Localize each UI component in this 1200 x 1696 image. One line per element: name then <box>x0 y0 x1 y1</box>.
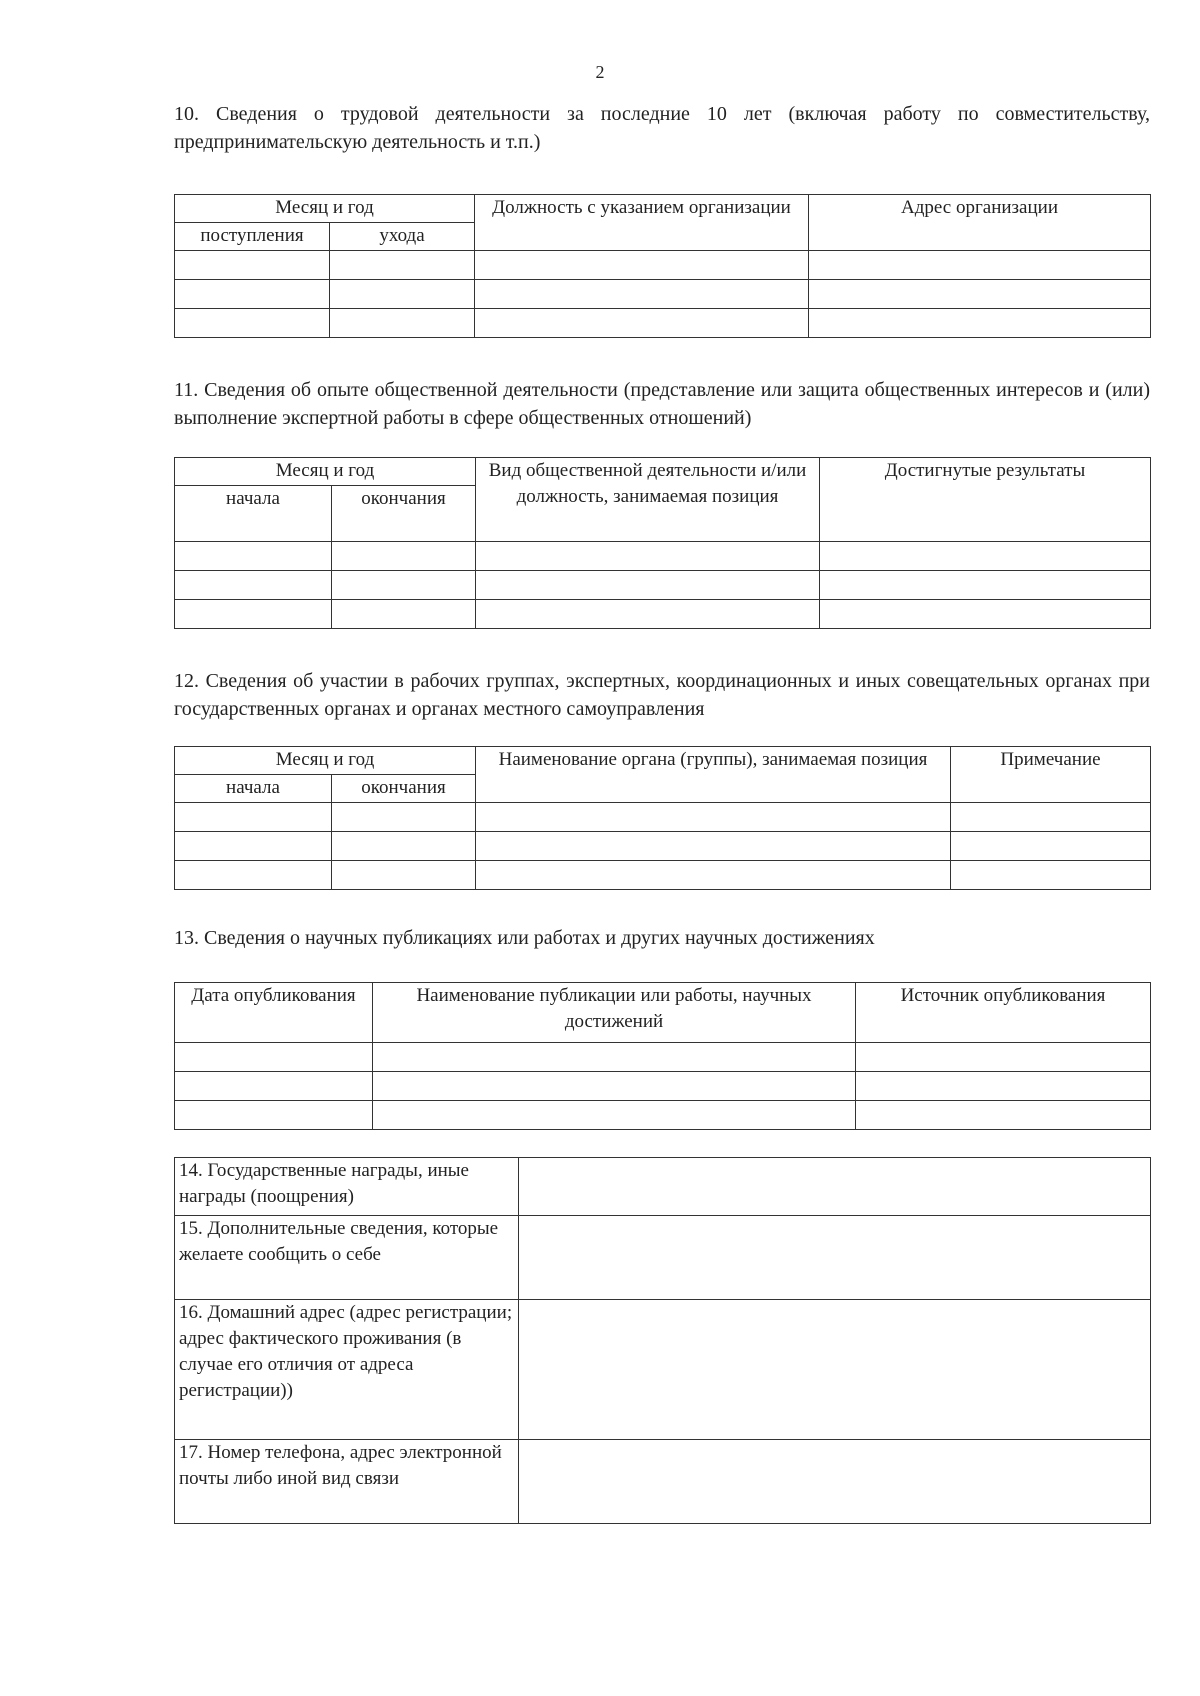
header-month-year: Месяц и год <box>175 195 475 223</box>
home-address-field[interactable] <box>519 1300 1151 1440</box>
personal-info-table <box>174 1157 1151 1524</box>
table-row <box>175 1101 1151 1130</box>
table-cell[interactable] <box>332 832 476 861</box>
table-cell[interactable] <box>475 280 809 309</box>
header-note: Примечание <box>951 747 1151 803</box>
table-cell[interactable] <box>175 542 332 571</box>
table-cell[interactable] <box>332 542 476 571</box>
header-results: Достигнутые результаты <box>820 458 1151 542</box>
table-cell[interactable] <box>820 571 1151 600</box>
table-cell[interactable] <box>820 542 1151 571</box>
table-row <box>175 280 1151 309</box>
table-row <box>175 1440 1151 1524</box>
public-activity-table <box>174 457 1151 629</box>
table-cell[interactable] <box>475 251 809 280</box>
section-12-heading: 12. Сведения об участии в рабочих группах, экспертных, координационных и иных совещательных органах при государственных органах и органах местного самоуправления <box>174 670 1150 720</box>
table-cell[interactable] <box>820 600 1151 629</box>
table-cell[interactable] <box>175 1101 373 1130</box>
contacts-label: 17. Номер телефона, адрес электронной почты либо иной вид связи <box>175 1440 519 1524</box>
table-row <box>175 542 1151 571</box>
publications-table <box>174 982 1151 1130</box>
table-cell[interactable] <box>175 803 332 832</box>
table-cell[interactable] <box>175 251 330 280</box>
table-row <box>175 1216 1151 1300</box>
additional-info-field[interactable] <box>519 1216 1151 1300</box>
home-address-label: 16. Домашний адрес (адрес регистрации; адрес фактического проживания (в случае его отличия от адреса регистрации)) <box>175 1300 519 1440</box>
section-10-heading: 10. Сведения о трудовой деятельности за последние 10 лет (включая работу по совместительству, предпринимательскую деятельность и т.п.) <box>174 103 1150 153</box>
table-row <box>175 571 1151 600</box>
table-cell[interactable] <box>809 309 1151 338</box>
table-cell[interactable] <box>330 251 475 280</box>
additional-info-label: 15. Дополнительные сведения, которые желаете сообщить о себе <box>175 1216 519 1300</box>
table-row <box>175 1300 1151 1440</box>
awards-field[interactable] <box>519 1158 1151 1216</box>
table-cell[interactable] <box>951 832 1151 861</box>
header-end: окончания <box>332 775 476 803</box>
table-cell[interactable] <box>951 803 1151 832</box>
table-cell[interactable] <box>856 1043 1151 1072</box>
table-cell[interactable] <box>175 600 332 629</box>
table-cell[interactable] <box>476 861 951 890</box>
table-cell[interactable] <box>476 832 951 861</box>
page-number: 2 <box>595 62 605 82</box>
table-cell[interactable] <box>373 1043 856 1072</box>
header-org-address: Адрес организации <box>809 195 1151 251</box>
table-cell[interactable] <box>332 571 476 600</box>
header-start: начала <box>175 486 332 542</box>
table-cell[interactable] <box>373 1101 856 1130</box>
header-publication-date: Дата опубликования <box>175 983 373 1043</box>
header-month-year: Месяц и год <box>175 458 476 486</box>
header-end: ухода <box>330 223 475 251</box>
table-cell[interactable] <box>476 571 820 600</box>
header-publication-title: Наименование публикации или работы, научных достижений <box>373 983 856 1043</box>
employment-table <box>174 194 1151 338</box>
table-cell[interactable] <box>330 309 475 338</box>
header-month-year: Месяц и год <box>175 747 476 775</box>
section-13-heading: 13. Сведения о научных публикациях или работах и других научных достижениях <box>174 927 875 949</box>
table-cell[interactable] <box>332 803 476 832</box>
table-cell[interactable] <box>856 1072 1151 1101</box>
working-groups-table <box>174 746 1151 890</box>
table-cell[interactable] <box>332 600 476 629</box>
table-row <box>175 803 1151 832</box>
table-row <box>175 832 1151 861</box>
header-publication-source: Источник опубликования <box>856 983 1151 1043</box>
table-cell[interactable] <box>809 280 1151 309</box>
table-row <box>175 1158 1151 1216</box>
table-cell[interactable] <box>951 861 1151 890</box>
header-start: поступления <box>175 223 330 251</box>
header-activity: Вид общественной деятельности и/или должность, занимаемая позиция <box>476 458 820 542</box>
table-cell[interactable] <box>856 1101 1151 1130</box>
table-cell[interactable] <box>175 309 330 338</box>
table-cell[interactable] <box>476 803 951 832</box>
table-cell[interactable] <box>175 861 332 890</box>
table-cell[interactable] <box>175 1072 373 1101</box>
section-11-heading: 11. Сведения об опыте общественной деятельности (представление или защита общественных интересов и (или) выполнение экспертной работы в сфере общественных отношений) <box>174 379 1150 429</box>
header-body: Наименование органа (группы), занимаемая позиция <box>476 747 951 803</box>
table-cell[interactable] <box>332 861 476 890</box>
header-position: Должность с указанием организации <box>475 195 809 251</box>
table-row <box>175 1043 1151 1072</box>
table-cell[interactable] <box>175 832 332 861</box>
table-row <box>175 600 1151 629</box>
table-cell[interactable] <box>476 600 820 629</box>
table-cell[interactable] <box>175 1043 373 1072</box>
table-row <box>175 861 1151 890</box>
table-row <box>175 309 1151 338</box>
awards-label: 14. Государственные награды, иные награды (поощрения) <box>175 1158 519 1216</box>
table-cell[interactable] <box>175 571 332 600</box>
contacts-field[interactable] <box>519 1440 1151 1524</box>
table-cell[interactable] <box>476 542 820 571</box>
table-cell[interactable] <box>373 1072 856 1101</box>
table-cell[interactable] <box>175 280 330 309</box>
header-end: окончания <box>332 486 476 542</box>
table-row <box>175 251 1151 280</box>
table-cell[interactable] <box>475 309 809 338</box>
header-start: начала <box>175 775 332 803</box>
table-cell[interactable] <box>809 251 1151 280</box>
table-cell[interactable] <box>330 280 475 309</box>
table-row <box>175 1072 1151 1101</box>
